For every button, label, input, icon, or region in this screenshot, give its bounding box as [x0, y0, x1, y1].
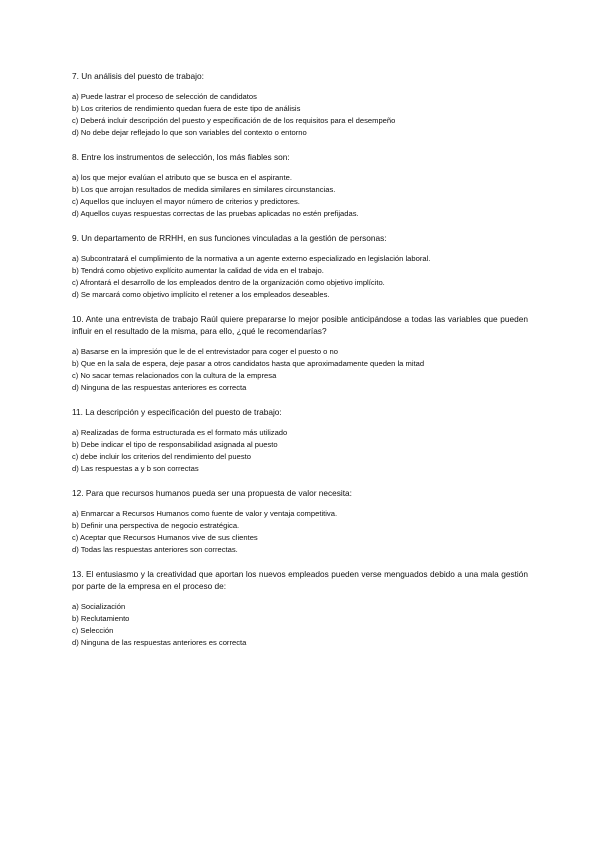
answer-options — [72, 508, 528, 556]
answer-option-b: b) Definir una perspectiva de negocio estratégica. — [72, 521, 240, 530]
answer-option-c: c) debe incluir los criterios del rendimiento del puesto — [72, 452, 251, 461]
answer-option-a: a) Enmarcar a Recursos Humanos como fuente de valor y ventaja competitiva. — [72, 509, 338, 518]
question-title: 11. La descripción y especificación del puesto de trabajo: — [72, 407, 282, 417]
answer-option-a: a) los que mejor evalúan el atributo que se busca en el aspirante. — [72, 173, 292, 182]
question-9 — [72, 232, 528, 301]
answer-option-b: b) Que en la sala de espera, deje pasar a otros candidatos hasta que aproximadamente queden la mitad — [72, 359, 425, 368]
answer-option-b: b) Debe indicar el tipo de responsabilidad asignada al puesto — [72, 440, 278, 449]
question-title: 13. El entusiasmo y la creatividad que aportan los nuevos empleados pueden verse menguados debido a una mala gestión por parte de la empresa en el proceso de: — [72, 569, 528, 591]
question-11 — [72, 406, 528, 475]
answer-option-c: c) Deberá incluir descripción del puesto y especificación de de los requisitos para el desempeño — [72, 116, 396, 125]
answer-option-a: a) Basarse en la impresión que le de el entrevistador para coger el puesto o no — [72, 347, 338, 356]
question-7 — [72, 70, 528, 139]
answer-options — [72, 346, 528, 394]
answer-option-d: d) Ninguna de las respuestas anteriores es correcta — [72, 383, 247, 392]
answer-options — [72, 601, 528, 649]
answer-option-d: d) Aquellos cuyas respuestas correctas de las pruebas aplicadas no estén prefijadas. — [72, 209, 359, 218]
question-10 — [72, 313, 528, 394]
answer-option-c: c) Aceptar que Recursos Humanos vive de sus clientes — [72, 533, 258, 542]
answer-option-a: a) Puede lastrar el proceso de selección de candidatos — [72, 92, 257, 101]
question-title: 7. Un análisis del puesto de trabajo: — [72, 71, 204, 81]
question-title: 12. Para que recursos humanos pueda ser una propuesta de valor necesita: — [72, 488, 352, 498]
answer-options — [72, 427, 528, 475]
answer-option-a: a) Socialización — [72, 602, 126, 611]
answer-option-d: d) Se marcará como objetivo implícito el retener a los empleados deseables. — [72, 290, 330, 299]
answer-option-c: c) Afrontará el desarrollo de los empleados dentro de la organización como objetivo implícito. — [72, 278, 385, 287]
question-title: 8. Entre los instrumentos de selección, los más fiables son: — [72, 152, 290, 162]
answer-options — [72, 91, 528, 139]
answer-options — [72, 172, 528, 220]
answer-option-b: b) Los que arrojan resultados de medida similares en similares circunstancias. — [72, 185, 336, 194]
answer-option-c: c) Selección — [72, 626, 114, 635]
answer-option-d: d) Ninguna de las respuestas anteriores es correcta — [72, 638, 247, 647]
question-13 — [72, 568, 528, 649]
question-title: 9. Un departamento de RRHH, en sus funciones vinculadas a la gestión de personas: — [72, 233, 387, 243]
answer-option-b: b) Reclutamiento — [72, 614, 130, 623]
answer-options — [72, 253, 528, 301]
answer-option-b: b) Los criterios de rendimiento quedan fuera de este tipo de análisis — [72, 104, 301, 113]
answer-option-a: a) Realizadas de forma estructurada es el formato más utilizado — [72, 428, 288, 437]
answer-option-a: a) Subcontratará el cumplimiento de la normativa a un agente externo especializado en legislación laboral. — [72, 254, 431, 263]
answer-option-b: b) Tendrá como objetivo explícito aumentar la calidad de vida en el trabajo. — [72, 266, 324, 275]
question-12 — [72, 487, 528, 556]
answer-option-d: d) Las respuestas a y b son correctas — [72, 464, 199, 473]
answer-option-d: d) No debe dejar reflejado lo que son variables del contexto o entorno — [72, 128, 307, 137]
question-8 — [72, 151, 528, 220]
answer-option-d: d) Todas las respuestas anteriores son correctas. — [72, 545, 238, 554]
answer-option-c: c) No sacar temas relacionados con la cultura de la empresa — [72, 371, 277, 380]
answer-option-c: c) Aquellos que incluyen el mayor número de criterios y predictores. — [72, 197, 300, 206]
question-title: 10. Ante una entrevista de trabajo Raúl quiere prepararse lo mejor posible anticipándose a todas las variables que pueden influir en el resultado de la misma, para ello, ¿qué le recomendarías? — [72, 314, 528, 336]
